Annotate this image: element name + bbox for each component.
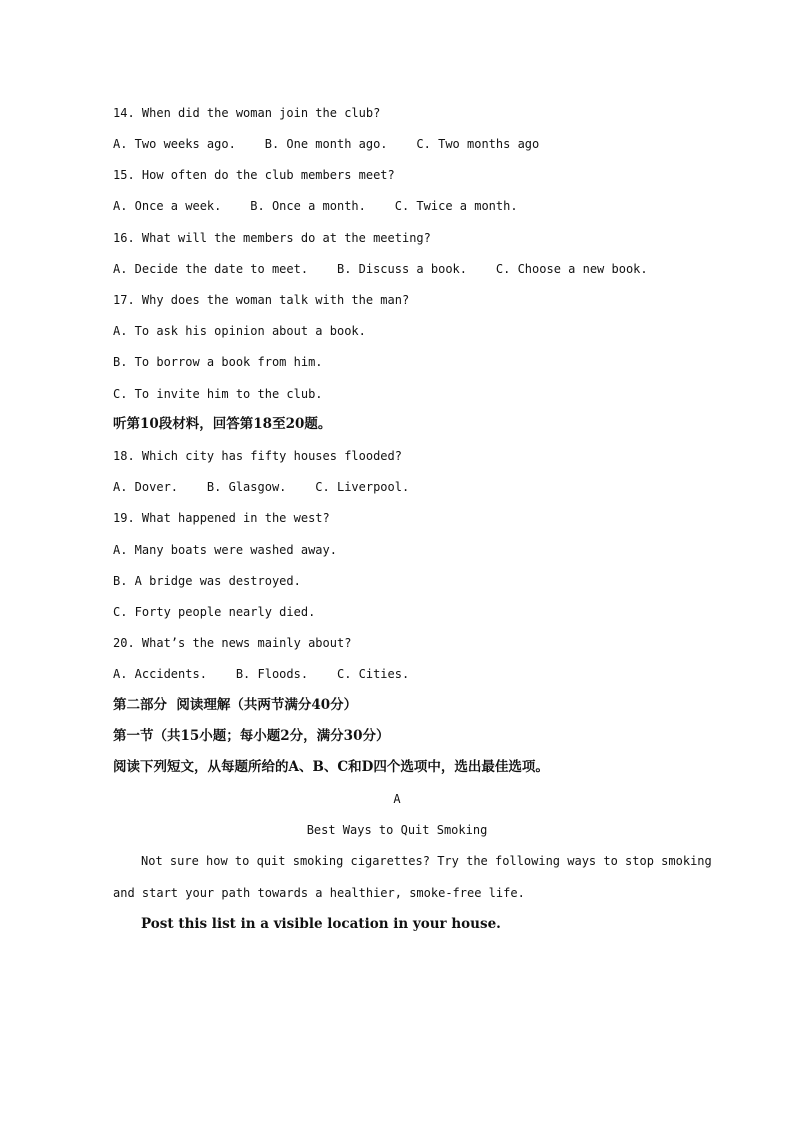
passage-paragraph-line-2: and start your path towards a healthier, smoke-free life. bbox=[113, 886, 525, 900]
question-19-option-c: C. Forty people nearly died. bbox=[113, 605, 316, 619]
question-16: 16. What will the members do at the meeting? bbox=[113, 231, 431, 245]
question-20-options: A. Accidents. B. Floods. C. Cities. bbox=[113, 667, 410, 681]
question-17-option-b: B. To borrow a book from him. bbox=[113, 355, 323, 369]
question-20: 20. What’s the news mainly about? bbox=[113, 636, 352, 650]
reading-instruction: 阅读下列短文，从每题所给的A、B、C和D四个选项中，选出最佳选项。 bbox=[113, 759, 549, 775]
question-17-option-a: A. To ask his opinion about a book. bbox=[113, 324, 366, 338]
question-18-options: A. Dover. B. Glasgow. C. Liverpool. bbox=[113, 480, 410, 494]
question-16-options: A. Decide the date to meet. B. Discuss a book. C. Choose a new book. bbox=[113, 262, 648, 276]
passage-title: Best Ways to Quit Smoking bbox=[306, 823, 488, 837]
part-2-title: 第二部分 阅读理解（共两节满分40分） bbox=[113, 697, 358, 713]
passage-paragraph-line-1: Not sure how to quit smoking cigarettes? Try the following ways to stop smoking bbox=[141, 854, 712, 868]
question-14: 14. When did the woman join the club? bbox=[113, 106, 381, 120]
question-14-options: A. Two weeks ago. B. One month ago. C. Two months ago bbox=[113, 137, 540, 151]
question-19-option-a: A. Many boats were washed away. bbox=[113, 543, 337, 557]
question-15-options: A. Once a week. B. Once a month. C. Twice a month. bbox=[113, 199, 518, 213]
section-1-title: 第一节（共15小题；每小题2分，满分30分） bbox=[113, 728, 390, 744]
passage-bold-tip: Post this list in a visible location in your house. bbox=[141, 916, 501, 932]
question-17-option-c: C. To invite him to the club. bbox=[113, 387, 323, 401]
question-19-option-b: B. A bridge was destroyed. bbox=[113, 574, 301, 588]
section-10-instruction: 听第10段材料，回答第18至20题。 bbox=[113, 416, 332, 432]
question-17: 17. Why does the woman talk with the man? bbox=[113, 293, 410, 307]
question-19: 19. What happened in the west? bbox=[113, 511, 330, 525]
passage-label: A bbox=[393, 792, 401, 806]
question-15: 15. How often do the club members meet? bbox=[113, 168, 395, 182]
question-18: 18. Which city has fifty houses flooded? bbox=[113, 449, 402, 463]
